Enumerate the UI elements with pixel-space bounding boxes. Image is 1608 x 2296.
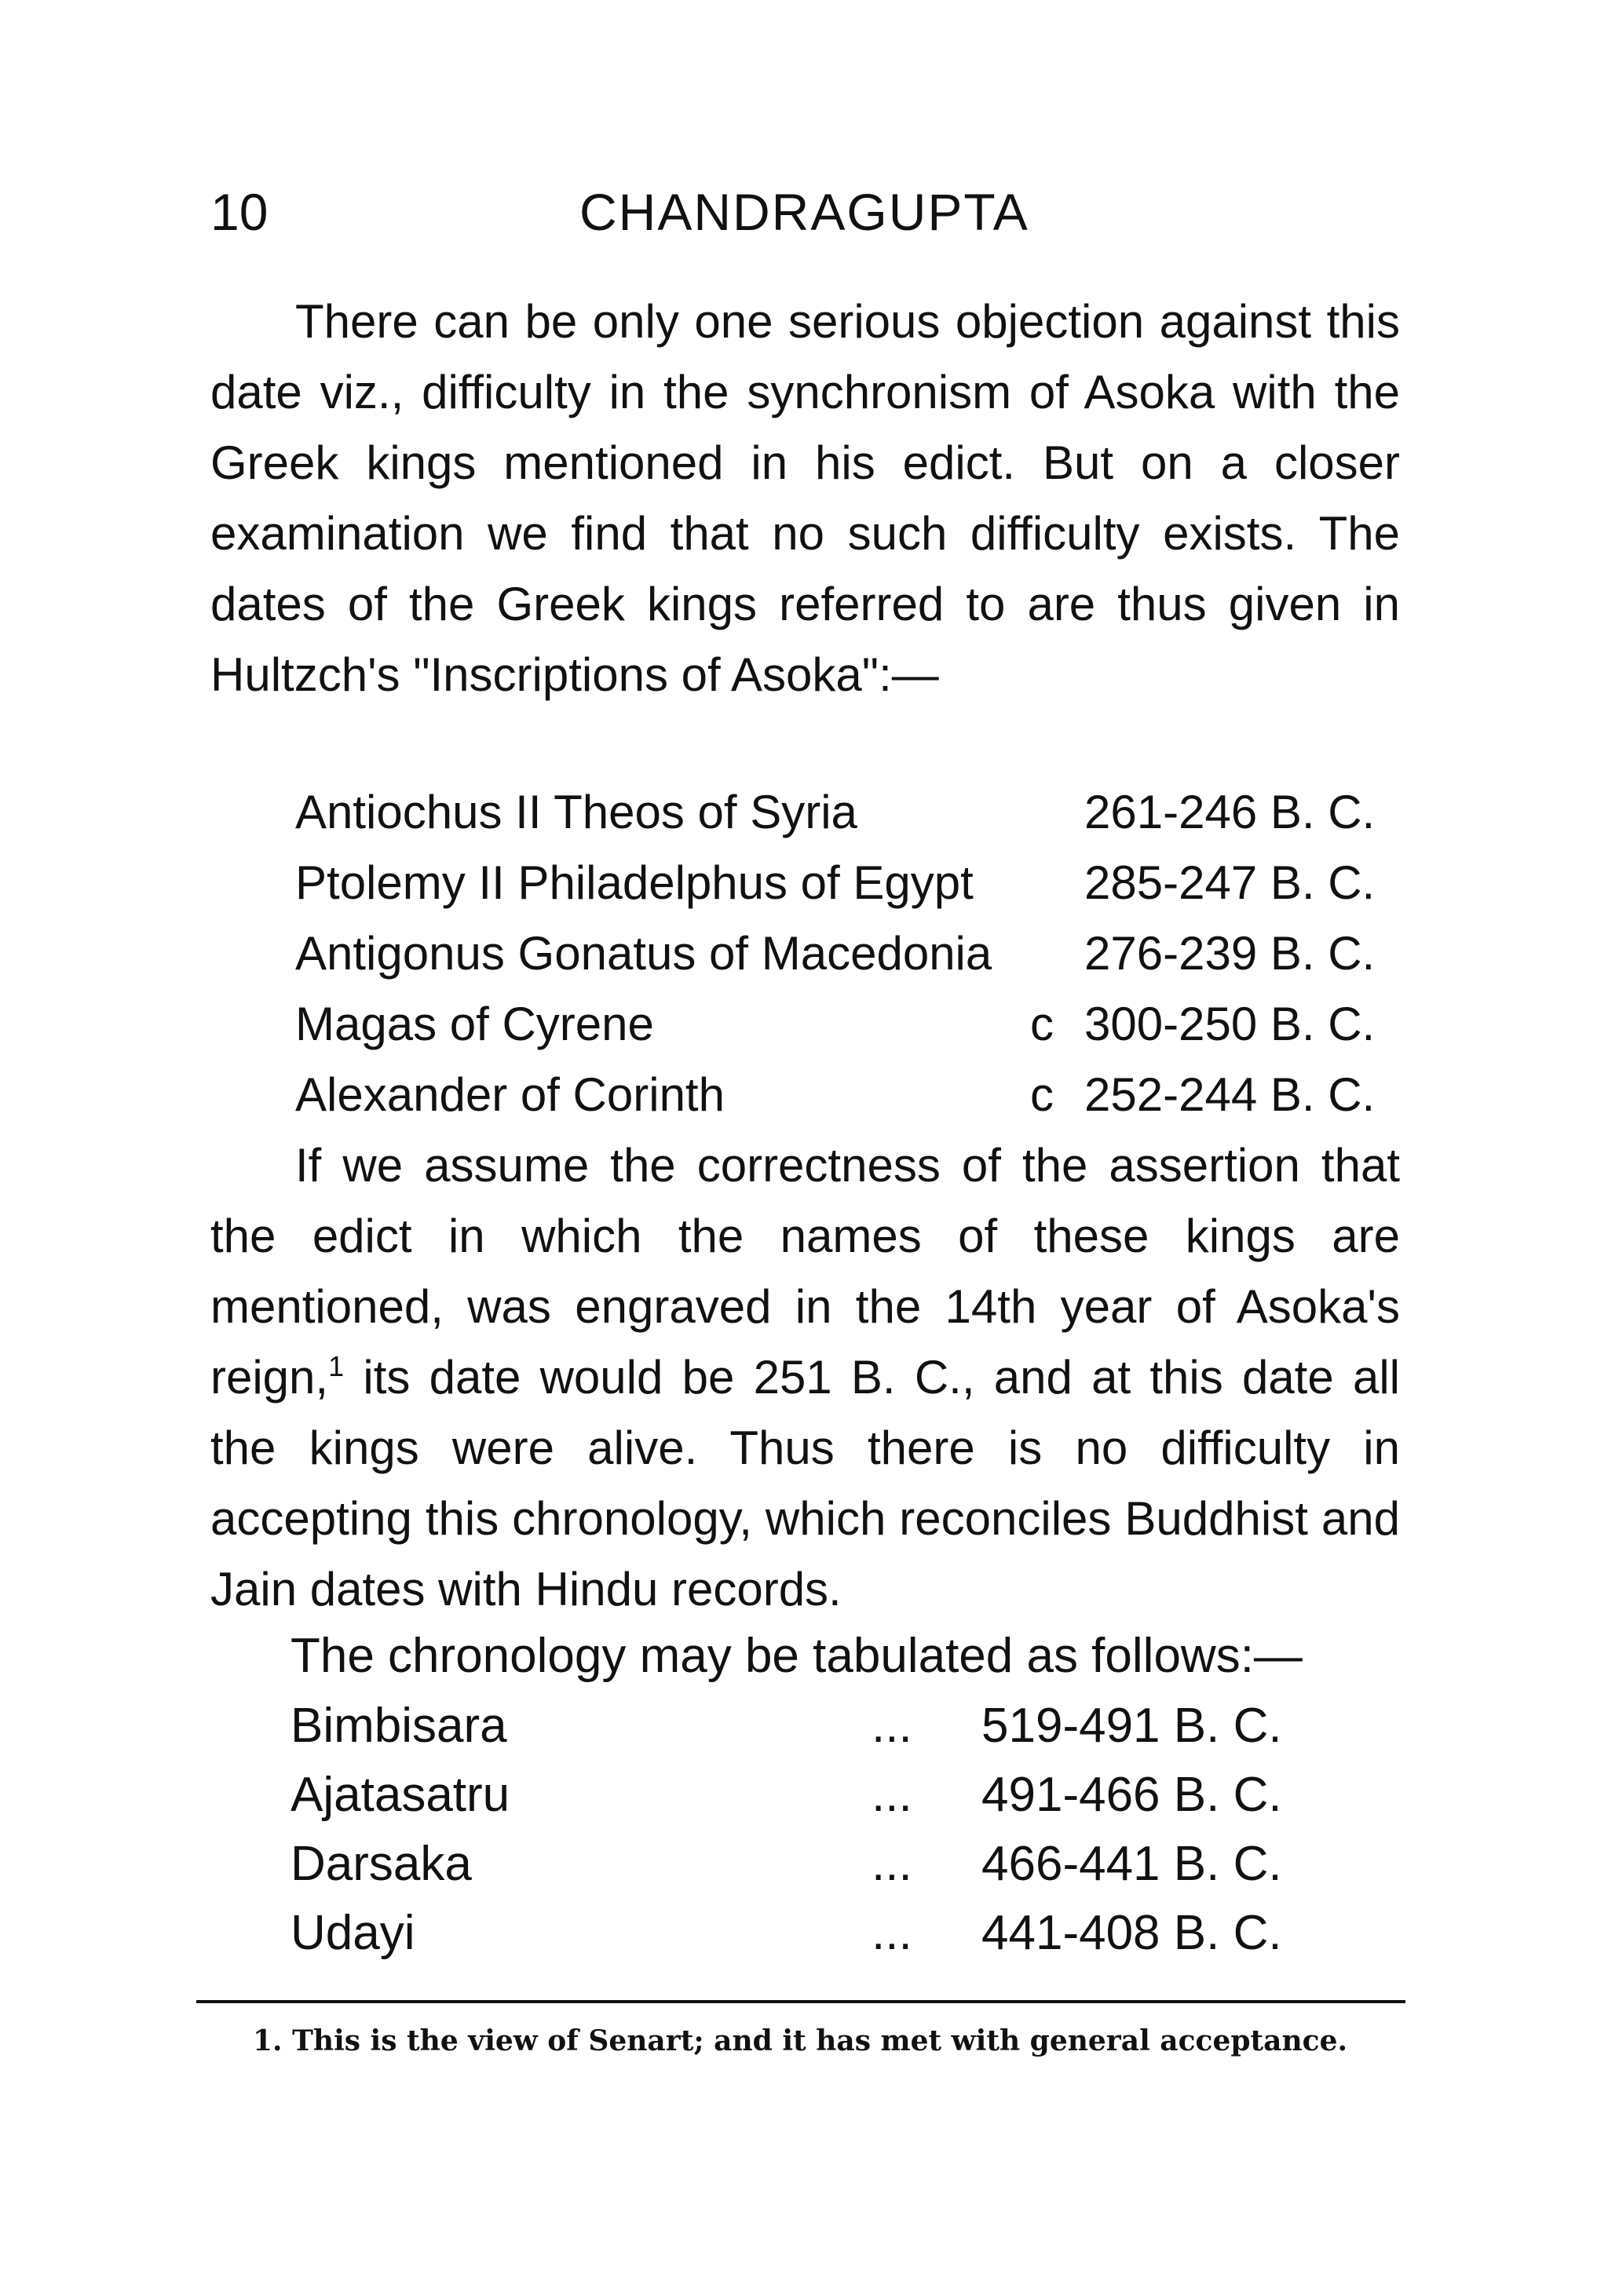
paragraph-synchronism	[210, 1130, 1400, 1625]
leader-dots: ...	[872, 1768, 912, 1822]
king-dates: 276-239 B. C.	[1084, 927, 1376, 980]
chronology-intro: The chronology may be tabulated as follows:—	[291, 1629, 1303, 1683]
footnote-divider	[196, 2000, 1405, 2003]
king-dates: 261-246 B. C.	[1084, 786, 1376, 838]
king-row	[295, 918, 1410, 989]
footnote-reference[interactable]: 1	[328, 1350, 345, 1382]
chronology-king: Darsaka	[291, 1837, 472, 1891]
footnote: 1. This is the view of Senart; and it has met with general acceptance.	[253, 2024, 1348, 2057]
king-name: Ptolemy II Philadelphus of Egypt	[295, 856, 974, 909]
chronology-dates: 466-441 B. C.	[981, 1837, 1282, 1891]
page-number: 10	[210, 183, 269, 241]
page-header	[210, 177, 1404, 247]
leader-dots: ...	[872, 1906, 912, 1960]
chronology-king: Udayi	[291, 1906, 415, 1960]
chronology-king: Bimbisara	[291, 1699, 507, 1753]
king-row	[295, 989, 1410, 1060]
king-name: Antiochus II Theos of Syria	[295, 786, 857, 838]
chronology-king: Ajatasatru	[291, 1768, 510, 1822]
king-row	[295, 777, 1410, 848]
king-row	[295, 1060, 1410, 1130]
circa-marker: c	[1030, 998, 1054, 1050]
king-name: Alexander of Corinth	[295, 1068, 725, 1121]
chronology-table	[291, 1692, 1390, 1968]
paragraph-text: its date would be 251 B. C., and at this date all the kings were alive. Thus there is no difficulty in accepting this chronology, which reconciles Buddhist and Jain dates with Hindu records.	[210, 1351, 1400, 1615]
king-dates: 252-244 B. C.	[1084, 1068, 1376, 1121]
king-row	[295, 848, 1410, 918]
chronology-row	[291, 1692, 1390, 1761]
leader-dots: ...	[872, 1837, 912, 1891]
paragraph-text: If we assume the correctness of the assertion that the edict in which the names of these kings are mentioned, was engraved in the 14th year of Asoka's reign,	[210, 1139, 1400, 1404]
king-dates: 285-247 B. C.	[1084, 856, 1376, 909]
king-name: Magas of Cyrene	[295, 998, 654, 1050]
chronology-dates: 519-491 B. C.	[981, 1699, 1282, 1753]
paragraph-objection: There can be only one serious objection against this date viz., difficulty in the synchronism of Asoka with the Greek kings mentioned in his edict. But on a closer examination we find that no such difficulty exists. The dates of the Greek kings referred to are thus given in Hultzch's "Inscriptions of Asoka":—	[210, 295, 1400, 701]
chronology-dates: 491-466 B. C.	[981, 1768, 1282, 1822]
running-head: CHANDRAGUPTA	[579, 183, 1029, 241]
chronology-dates: 441-408 B. C.	[981, 1906, 1282, 1960]
leader-dots: ...	[872, 1699, 912, 1753]
king-name: Antigonus Gonatus of Macedonia	[295, 927, 992, 980]
chronology-row	[291, 1761, 1390, 1830]
greek-kings-table	[295, 777, 1410, 1130]
king-dates: 300-250 B. C.	[1084, 998, 1376, 1050]
circa-marker: c	[1030, 1068, 1054, 1121]
chronology-row	[291, 1899, 1390, 1968]
chronology-row	[291, 1830, 1390, 1899]
